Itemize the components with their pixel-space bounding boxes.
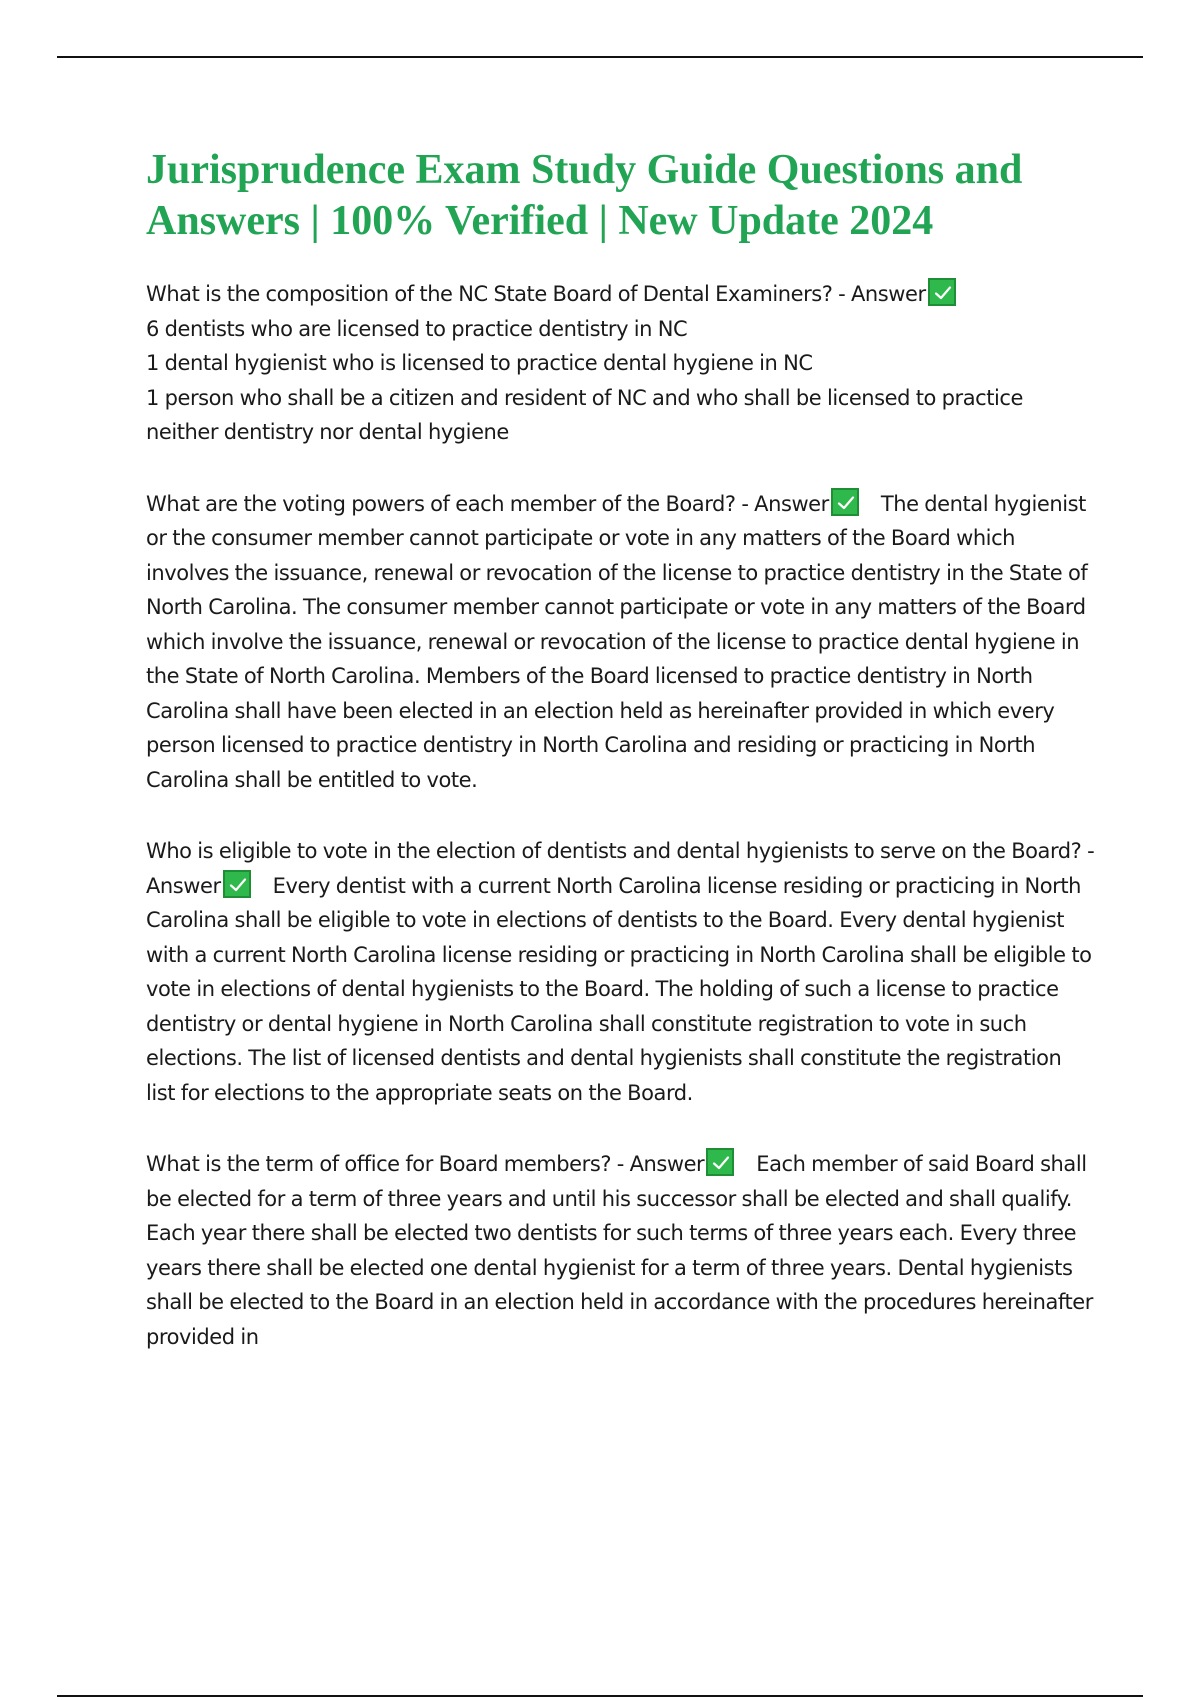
answer-line: 1 person who shall be a citizen and resident of NC and who shall be licensed to practice neither dentistry nor dental hygiene <box>146 385 1023 444</box>
bottom-divider <box>57 1695 1143 1697</box>
top-divider <box>57 56 1143 58</box>
qa-item-term-of-office <box>146 1147 1096 1354</box>
question-text: What are the voting powers of each member of the Board? - Answer <box>146 491 829 516</box>
question-text: What is the composition of the NC State Board of Dental Examiners? - Answer <box>146 282 926 306</box>
document-body <box>146 145 1096 1391</box>
answer-text: Every dentist with a current North Carolina license residing or practicing in North Carolina shall be eligible to vote in elections of dentists to the Board. Every dental hygienist with a current North Carolina license residing or practicing in North Carolina shall be eligible to vote in elections of dental hygienists to the Board. The holding of such a license to practice dentistry or dental hygiene in North Carolina shall constitute registration to vote in such elections. The list of licensed dentists and dental hygienists shall constitute the registration list for elections to the appropriate seats on the Board. <box>146 873 1092 1105</box>
answer-line: 1 dental hygienist who is licensed to practice dental hygiene in NC <box>146 351 813 375</box>
answer-text: Each member of said Board shall be elected for a term of three years and until his successor shall be elected and shall qualify. Each year there shall be elected two dentists for such terms of three years each. Every three years there shall be elected one dental hygienist for a term of three years. Dental hygienists shall be elected to the Board in an election held in accordance with the procedures hereinafter provided in <box>146 1152 1093 1349</box>
answer-text: The dental hygienist or the consumer member cannot participate or vote in any matters of the Board which involves the issuance, renewal or revocation of the license to practice dentistry in the State of North Carolina. The consumer member cannot participate or vote in any matters of the Board which involve the issuance, renewal or revocation of the license to practice dental hygiene in the State of North Carolina. Members of the Board licensed to practice dentistry in North Carolina shall have been elected in an election held as hereinafter provided in which every person licensed to practice dentistry in North Carolina and residing or practicing in North Carolina shall be entitled to vote. <box>146 491 1088 792</box>
document-title: Jurisprudence Exam Study Guide Questions and Answers | 100% Verified | New Update 2024 <box>146 147 1023 244</box>
question-text: What is the term of office for Board members? - Answer <box>146 1152 705 1176</box>
qa-item-composition <box>146 277 1096 450</box>
qa-item-eligibility <box>146 834 1096 1110</box>
check-mark-icon <box>223 870 251 898</box>
check-mark-icon <box>928 278 956 306</box>
question-text: Who is eligible to vote in the election of dentists and dental hygienists to serve on the Board? - Answer <box>146 839 1095 898</box>
check-mark-icon <box>831 488 859 516</box>
check-mark-icon <box>706 1148 734 1176</box>
qa-item-voting-powers <box>146 487 1096 798</box>
answer-line: 6 dentists who are licensed to practice dentistry in NC <box>146 316 688 341</box>
